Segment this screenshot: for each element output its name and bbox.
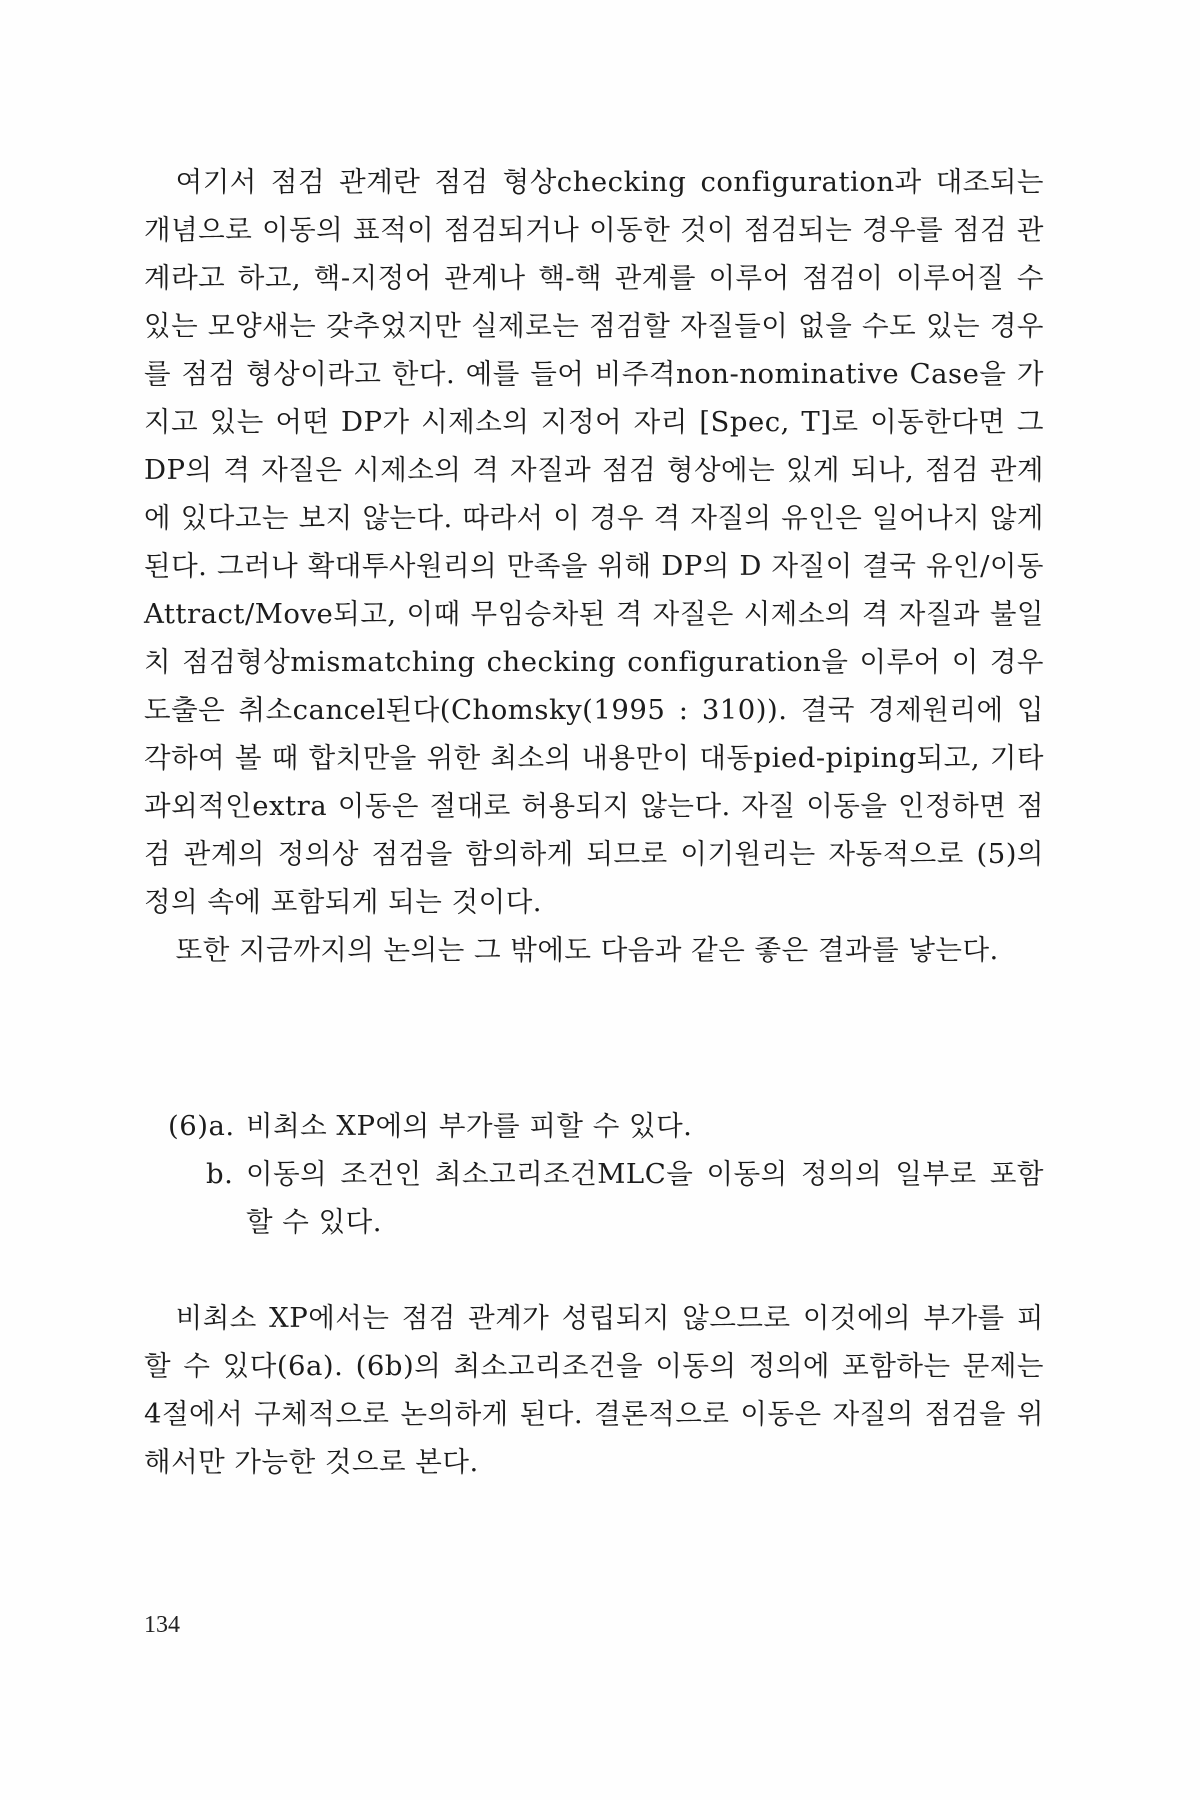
example-label: (6)a. [168,1110,235,1142]
paragraph-further-results: 또한 지금까지의 논의는 그 밖에도 다음과 같은 좋은 결과를 낳는다. [175,934,999,966]
example-item-6a [144,1102,1044,1150]
example-text: 비최소 XP에의 부가를 피할 수 있다. [246,1110,693,1142]
example-item-6b [144,1150,1044,1246]
page-number: 134 [144,1612,180,1638]
closing-section [144,1294,1044,1486]
body-text-section [144,158,1044,974]
paragraph-conclusion: 비최소 XP에서는 점검 관계가 성립되지 않으므로 이것에의 부가를 피할 수 있다(6a). (6b)의 최소고리조건을 이동의 정의에 포함하는 문제는 4절에서 구체적으로 논의하게 된다. 결론적으로 이동은 자질의 점검을 위해서만 가능한 것으로 본다. [144,1302,1044,1478]
paragraph-checking-relation: 여기서 점검 관계란 점검 형상checking configuration과 대조되는 개념으로 이동의 표적이 점검되거나 이동한 것이 점검되는 경우를 점검 관계라고 하고, 핵-지정어 관계나 핵-핵 관계를 이루어 점검이 이루어질 수 있는 모양새는 갖추었지만 실제로는 점검할 자질들이 없을 수도 있는 경우를 점검 형상이라고 한다. 예를 들어 비주격non-nominative Case을 가지고 있는 어떤 DP가 시제소의 지정어 자리 [Spec, T]로 이동한다면 그 DP의 격 자질은 시제소의 격 자질과 점검 형상에는 있게 되나, 점검 관계에 있다고는 보지 않는다. 따라서 이 경우 격 자질의 유인은 일어나지 않게 된다. 그러나 확대투사원리의 만족을 위해 DP의 D 자질이 결국 유인/이동Attract/Move되고, 이때 무임승차된 격 자질은 시제소의 격 자질과 불일치 점검형상mismatching checking configuration을 이루어 이 경우 도출은 취소cancel된다(Chomsky(1995 : 310)). 결국 경제원리에 입각하여 볼 때 합치만을 위한 최소의 내용만이 대동pied-piping되고, 기타 과외적인extra 이동은 절대로 허용되지 않는다. 자질 이동을 인정하면 점검 관계의 정의상 점검을 함의하게 되므로 이기원리는 자동적으로 (5)의 정의 속에 포함되게 되는 것이다. [144,166,1044,918]
example-text: 이동의 조건인 최소고리조건MLC을 이동의 정의의 일부로 포함할 수 있다. [246,1158,1044,1238]
example-label: b. [206,1158,234,1190]
example-list [144,1102,1044,1246]
